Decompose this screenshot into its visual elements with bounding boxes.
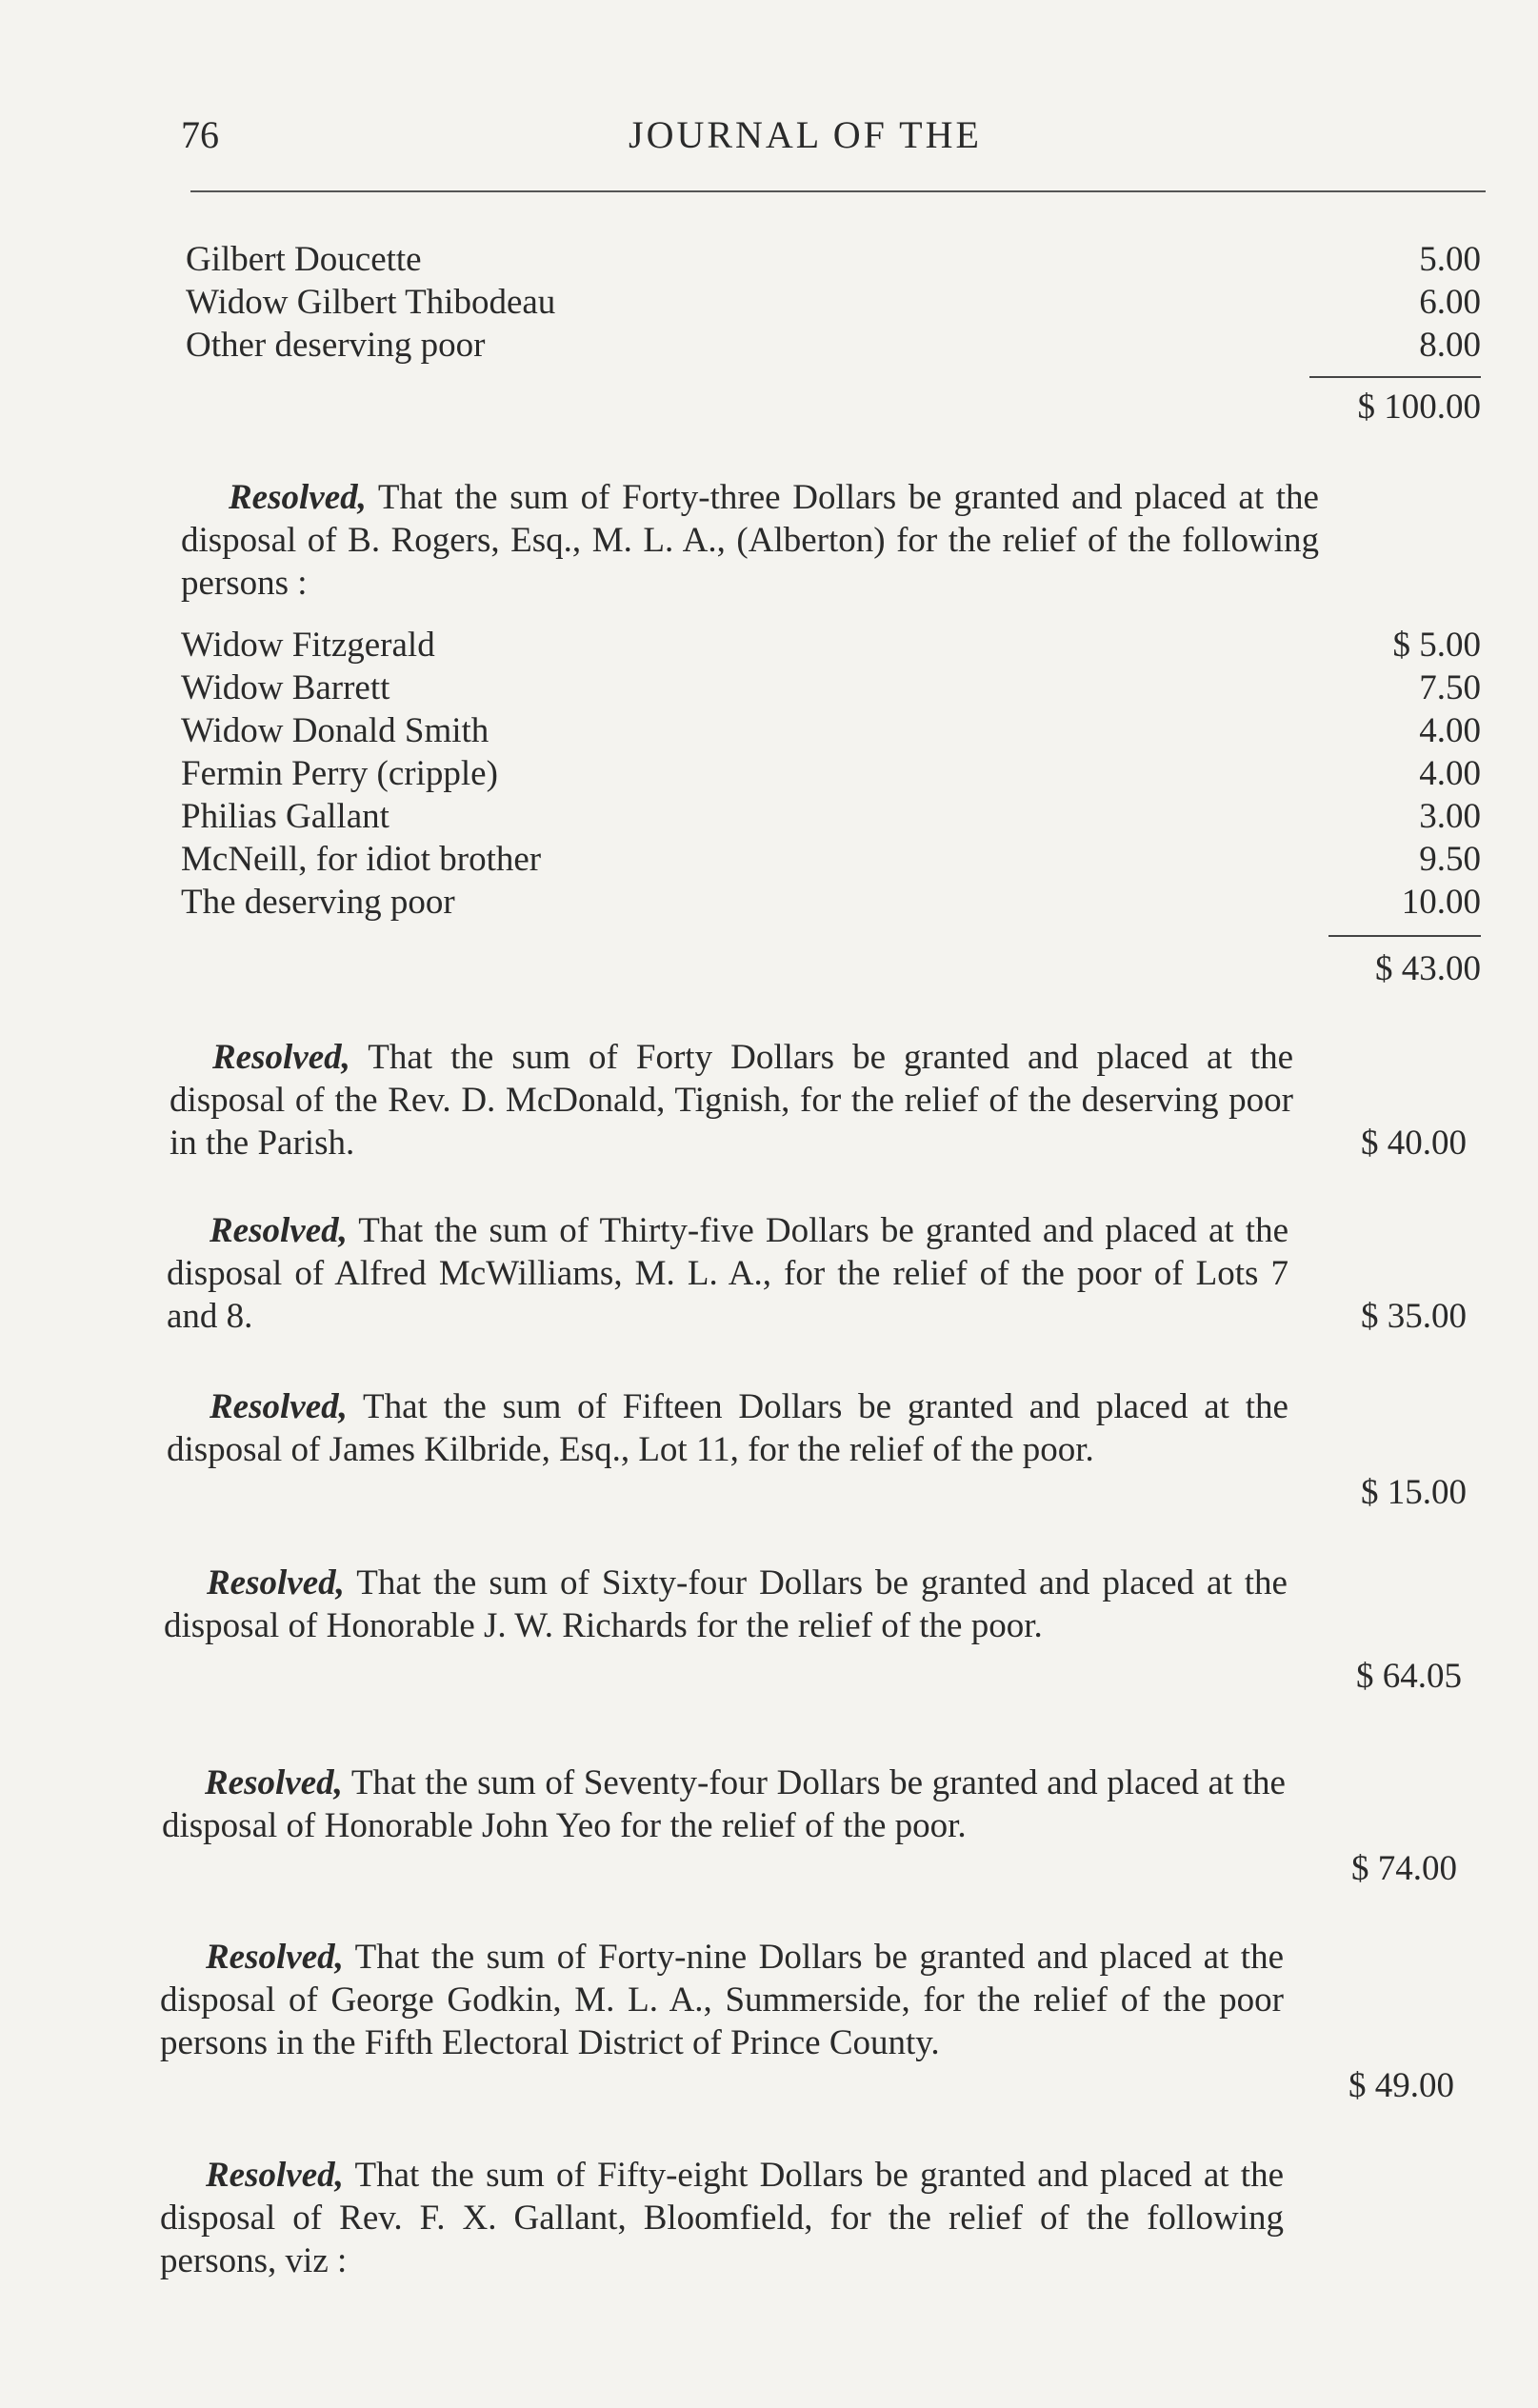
resolution-text: That the sum of Fifteen Dollars be granted and placed at the disposal of James Kilbride, Esq., Lot 11, for the relief of the poor. bbox=[167, 1387, 1288, 1469]
list-item-amount: 4.00 bbox=[1419, 754, 1481, 793]
list-item-amount: 3.00 bbox=[1419, 797, 1481, 836]
resolution-text: That the sum of Thirty-five Dollars be granted and placed at the disposal of Alfred McWilliams, M. L. A., for the relief of the poor of Lots 7 and 8. bbox=[167, 1211, 1288, 1336]
list-item-name: Philias Gallant bbox=[181, 797, 389, 836]
list-item-amount: 4.00 bbox=[1419, 711, 1481, 750]
sum-rule bbox=[1328, 935, 1481, 937]
resolved-keyword: Resolved, bbox=[229, 478, 367, 517]
list-item-name: Widow Fitzgerald bbox=[181, 626, 435, 665]
list-item-name: Widow Donald Smith bbox=[181, 711, 489, 750]
list-item-name: The deserving poor bbox=[181, 883, 455, 922]
list-item-amount: 9.50 bbox=[1419, 840, 1481, 879]
resolution-paragraph bbox=[160, 1936, 1284, 2064]
resolved-keyword: Resolved, bbox=[207, 1563, 345, 1602]
resolution-text: That the sum of Seventy-four Dollars be granted and placed at the disposal of Honorable John Yeo for the relief of the poor. bbox=[162, 1763, 1286, 1845]
resolution-amount: $ 64.05 bbox=[1356, 1657, 1462, 1696]
resolved-keyword: Resolved, bbox=[205, 1763, 343, 1802]
resolved-keyword: Resolved, bbox=[210, 1211, 348, 1250]
resolution-amount: $ 15.00 bbox=[1361, 1473, 1467, 1512]
page-number: 76 bbox=[181, 113, 219, 156]
list-item-name: Widow Barrett bbox=[181, 668, 390, 707]
list-item-amount: 10.00 bbox=[1401, 883, 1481, 922]
resolution-text: That the sum of Fifty-eight Dollars be granted and placed at the disposal of Rev. F. X. Gallant, Bloomfield, for the relief of the following persons, viz : bbox=[160, 2156, 1284, 2280]
list-total: $ 43.00 bbox=[1375, 949, 1481, 988]
resolution-amount: $ 74.00 bbox=[1351, 1849, 1457, 1888]
list-item-name: Widow Gilbert Thibodeau bbox=[186, 283, 556, 322]
resolved-keyword: Resolved, bbox=[206, 2156, 344, 2195]
list-item-amount: 5.00 bbox=[1419, 240, 1481, 279]
list-total: $ 100.00 bbox=[1357, 388, 1481, 427]
resolution-paragraph bbox=[160, 2154, 1284, 2282]
resolution-paragraph bbox=[164, 1562, 1288, 1647]
list-item-name: Fermin Perry (cripple) bbox=[181, 754, 498, 793]
resolution-text: That the sum of Forty Dollars be granted and placed at the disposal of the Rev. D. McDonald, Tignish, for the relief of the deserving poor in the Parish. bbox=[170, 1038, 1293, 1163]
list-item-amount: 6.00 bbox=[1419, 283, 1481, 322]
resolution-amount: $ 49.00 bbox=[1348, 2066, 1454, 2105]
running-head bbox=[181, 112, 1476, 169]
header-rule bbox=[190, 190, 1486, 192]
list-item-name: Gilbert Doucette bbox=[186, 240, 422, 279]
resolved-keyword: Resolved, bbox=[212, 1038, 350, 1077]
list-item-name: Other deserving poor bbox=[186, 326, 486, 365]
resolved-keyword: Resolved, bbox=[210, 1387, 348, 1426]
resolution-paragraph bbox=[170, 1036, 1293, 1164]
resolution-paragraph bbox=[162, 1761, 1286, 1847]
resolution-text: That the sum of Forty-nine Dollars be granted and placed at the disposal of George Godkin, M. L. A., Summerside, for the relief of the poor persons in the Fifth Electoral District of Prince County. bbox=[160, 1938, 1284, 2062]
list-item-name: McNeill, for idiot brother bbox=[181, 840, 542, 879]
list-item-amount: 7.50 bbox=[1419, 668, 1481, 707]
resolution-paragraph bbox=[167, 1385, 1288, 1471]
list-item-amount: 8.00 bbox=[1419, 326, 1481, 365]
resolution-amount: $ 35.00 bbox=[1361, 1297, 1467, 1336]
resolution-text: That the sum of Forty-three Dollars be granted and placed at the disposal of B. Rogers, Esq., M. L. A., (Alberton) for the relief of the following persons : bbox=[181, 478, 1319, 603]
resolution-paragraph bbox=[167, 1209, 1288, 1338]
list-item-amount: $ 5.00 bbox=[1392, 626, 1481, 665]
resolution-amount: $ 40.00 bbox=[1361, 1124, 1467, 1163]
journal-title: JOURNAL OF THE bbox=[629, 113, 982, 156]
resolution-text: That the sum of Sixty-four Dollars be granted and placed at the disposal of Honorable J. W. Richards for the relief of the poor. bbox=[164, 1563, 1288, 1645]
sum-rule bbox=[1309, 376, 1481, 378]
resolution-paragraph bbox=[181, 476, 1319, 605]
resolved-keyword: Resolved, bbox=[206, 1938, 344, 1977]
